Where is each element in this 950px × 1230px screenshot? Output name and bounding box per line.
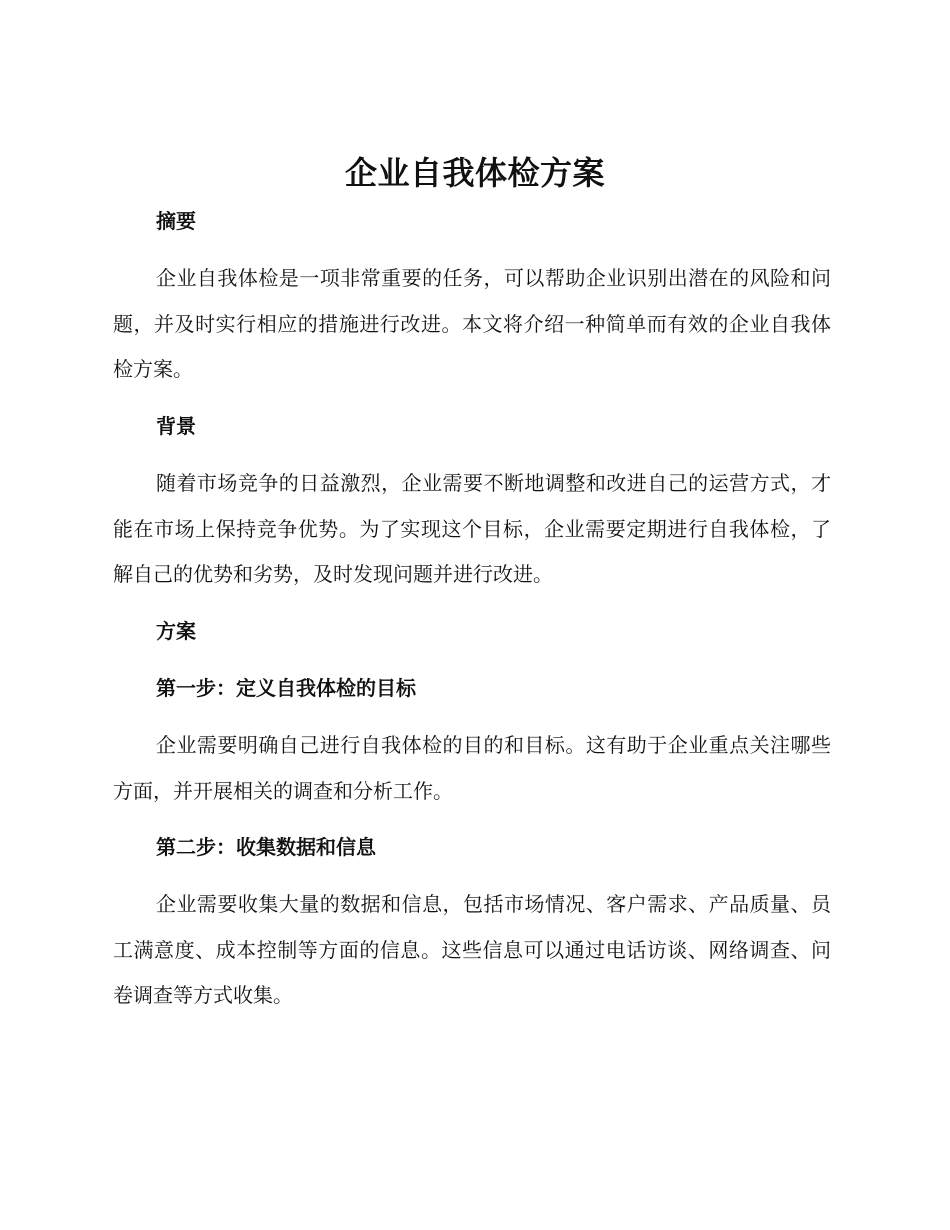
document-title: 企业自我体检方案 bbox=[344, 154, 605, 192]
abstract-paragraph: 企业自我体检是一项非常重要的任务，可以帮助企业识别出潜在的风险和问题，并及时实行相应的措施进行改进。本文将介绍一种简单而有效的企业自我体检方案。 bbox=[113, 266, 831, 381]
background-paragraph: 随着市场竞争的日益激烈，企业需要不断地调整和改进自己的运营方式，才能在市场上保持竞争优势。为了实现这个目标，企业需要定期进行自我体检，了解自己的优势和劣势，及时发现问题并进行改进。 bbox=[113, 471, 831, 586]
abstract-heading: 摘要 bbox=[156, 209, 196, 233]
step2-paragraph: 企业需要收集大量的数据和信息，包括市场情况、客户需求、产品质量、员工满意度、成本控制等方面的信息。这些信息可以通过电话访谈、网络调查、问卷调查等方式收集。 bbox=[113, 892, 831, 1007]
plan-heading: 方案 bbox=[156, 619, 196, 643]
background-heading: 背景 bbox=[156, 414, 196, 438]
step1-heading: 第一步：定义自我体检的目标 bbox=[156, 676, 416, 700]
step2-heading: 第二步：收集数据和信息 bbox=[156, 835, 376, 859]
step1-paragraph: 企业需要明确自己进行自我体检的目的和目标。这有助于企业重点关注哪些方面，并开展相关的调查和分析工作。 bbox=[113, 733, 831, 803]
